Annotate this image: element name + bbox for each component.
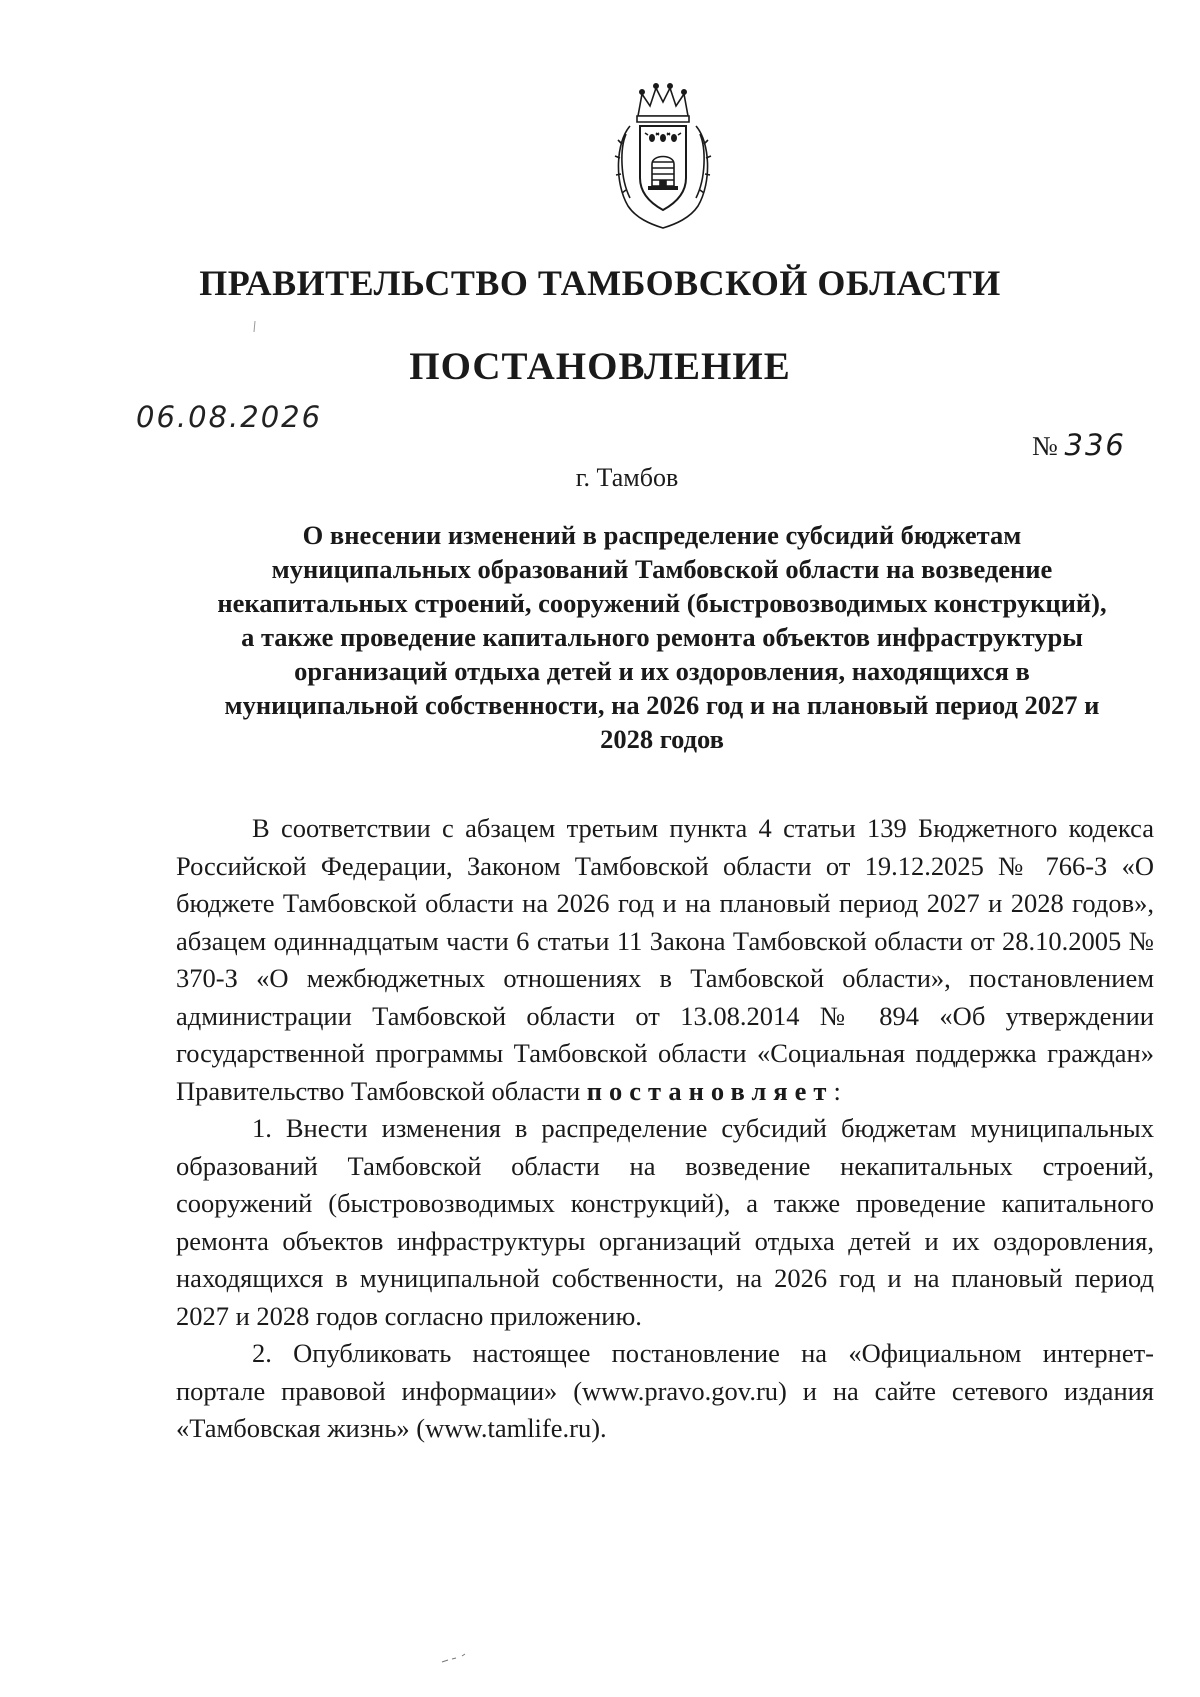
document-title bbox=[178, 518, 1146, 756]
title-line: некапитальных строений, сооружений (быстровозводимых конструкций), bbox=[217, 588, 1107, 618]
document-body bbox=[176, 810, 1154, 1448]
title-line: 2028 годов bbox=[600, 724, 724, 754]
title-line: муниципальной собственности, на 2026 год и на плановый период 2027 и bbox=[224, 690, 1100, 720]
scan-speck bbox=[252, 320, 258, 334]
decree-colon: : bbox=[833, 1075, 841, 1106]
title-line: а также проведение капитального ремонта объектов инфраструктуры bbox=[241, 622, 1083, 652]
title-line: муниципальных образований Тамбовской области на возведение bbox=[271, 554, 1053, 584]
coat-of-arms-icon bbox=[608, 82, 718, 232]
number-sign: № bbox=[1032, 431, 1058, 461]
document-type-heading: ПОСТАНОВЛЕНИЕ bbox=[409, 345, 791, 388]
organization-name: ПРАВИТЕЛЬСТВО ТАМБОВСКОЙ ОБЛАСТИ bbox=[199, 263, 1001, 303]
preamble-paragraph bbox=[176, 810, 1154, 1110]
document-number bbox=[1032, 428, 1126, 462]
preamble-text: В соответствии с абзацем третьим пункта 4 статьи 139 Бюджетного кодекса Российской Федерации, Законом Тамбовской области от 19.12.2025 № 766-З «О бюджете Тамбовской области на 2026 год и на плановый период 2027 и 2028 годов», абзацем одиннадцатым части 6 статьи 11 Закона Тамбовской области от 28.10.2005 № 370-З «О межбюджетных отношениях в Тамбовской области», постановлением администрации Тамбовской области от 13.08.2014 № 894 «Об утверждении государственной программы Тамбовской области «Социальная поддержка граждан» Правительство Тамбовской области bbox=[176, 813, 1154, 1106]
scan-speck bbox=[440, 1650, 480, 1666]
handwritten-date: 06.08.2026 bbox=[136, 400, 323, 434]
city-label: г. Тамбов bbox=[575, 463, 679, 492]
handwritten-number: 336 bbox=[1064, 428, 1126, 462]
item-2-paragraph: 2. Опубликовать настоящее постановление на «Официальном интернет-портале правовой информации» (www.pravo.gov.ru) и на сайте сетевого издания «Тамбовская жизнь» (www.tamlife.ru). bbox=[176, 1338, 1154, 1443]
title-line: О внесении изменений в распределение субсидий бюджетам bbox=[302, 520, 1022, 550]
title-line: организаций отдыха детей и их оздоровления, находящихся в bbox=[294, 656, 1030, 686]
item-1-paragraph: 1. Внести изменения в распределение субсидий бюджетам муниципальных образований Тамбовской области на возведение некапитальных строений, сооружений (быстровозводимых конструкций), а также проведение капитального ремонта объектов инфраструктуры организаций отдыха детей и их оздоровления, находящихся в муниципальной собственности, на 2026 год и на плановый период 2027 и 2028 годов согласно приложению. bbox=[176, 1113, 1154, 1331]
decree-word: постановляет bbox=[586, 1075, 834, 1106]
